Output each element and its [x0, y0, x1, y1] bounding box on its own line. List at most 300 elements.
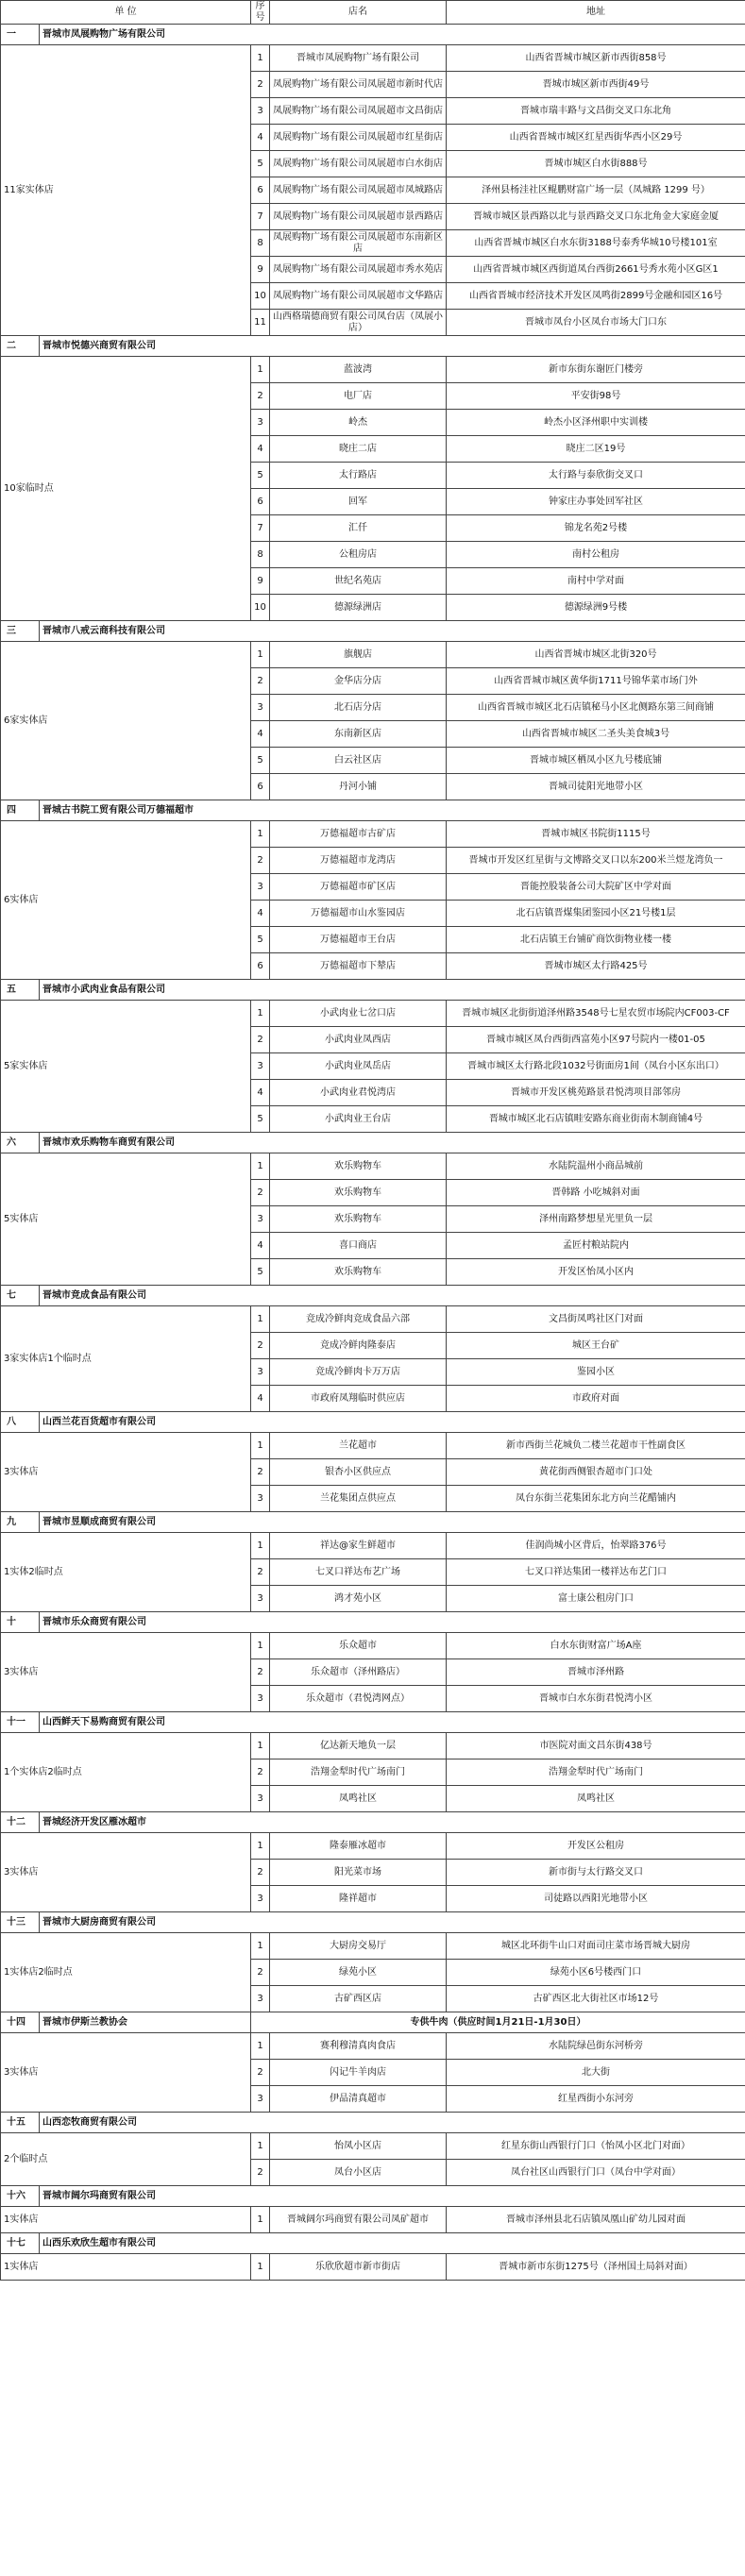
section-header-row — [1, 1912, 745, 1933]
store-address: 红星西街小东河旁 — [447, 2086, 745, 2113]
store-name: 世纪名苑店 — [270, 568, 447, 595]
store-address: 佳润尚城小区背后，怡翠路376号 — [447, 1533, 745, 1559]
store-address: 晋韩路 小吃城斜对面 — [447, 1180, 745, 1206]
store-address: 白水东街财富广场A座 — [447, 1633, 745, 1659]
section-header-row — [1, 800, 745, 821]
store-address: 晋城市白水东街君悦湾小区 — [447, 1686, 745, 1712]
section-company: 山西鲜天下易购商贸有限公司 — [40, 1712, 745, 1733]
section-company: 晋城市小武肉业食品有限公司 — [40, 980, 745, 1001]
section-company: 晋城市八戒云商科技有限公司 — [40, 621, 745, 642]
store-seq: 2 — [251, 1659, 270, 1686]
store-name: 回军 — [270, 489, 447, 515]
store-address: 岭杰小区泽州职中实训楼 — [447, 410, 745, 436]
store-seq: 5 — [251, 1106, 270, 1133]
store-address: 新市街与太行路交叉口 — [447, 1860, 745, 1886]
store-name: 欢乐购物车 — [270, 1259, 447, 1286]
store-name: 乐欣欣超市新市街店 — [270, 2254, 447, 2281]
store-seq: 5 — [251, 927, 270, 953]
store-address: 文昌街凤鸣社区门对面 — [447, 1306, 745, 1333]
store-seq: 8 — [251, 230, 270, 257]
store-address: 山西省晋城市城区黄华街1711号锦华菜市场门外 — [447, 668, 745, 695]
store-seq: 1 — [251, 45, 270, 72]
store-address: 鉴园小区 — [447, 1359, 745, 1386]
store-seq: 3 — [251, 1686, 270, 1712]
store-name: 万德福超市下辇店 — [270, 953, 447, 980]
store-name: 欢乐购物车 — [270, 1153, 447, 1180]
store-seq: 5 — [251, 151, 270, 177]
store-seq: 2 — [251, 668, 270, 695]
store-address: 山西省晋城市城区西街道凤台西街2661号秀水苑小区G区1 — [447, 257, 745, 283]
section-company: 晋城市大厨房商贸有限公司 — [40, 1912, 745, 1933]
store-seq: 3 — [251, 1206, 270, 1233]
store-address: 晋城市城区北石店镇畦安路东商业街南木制商铺4号 — [447, 1106, 745, 1133]
store-address: 晋城市泽州县北石店镇凤凰山矿幼儿园对面 — [447, 2207, 745, 2233]
store-seq: 2 — [251, 2160, 270, 2186]
store-address: 市医院对面文昌东街438号 — [447, 1733, 745, 1759]
store-address: 钟家庄办事处回军社区 — [447, 489, 745, 515]
unit-count: 2个临时点 — [1, 2133, 251, 2186]
section-number: 十二 — [1, 1812, 40, 1833]
unit-count: 10家临时点 — [1, 357, 251, 621]
store-name: 市政府凤翔临时供应店 — [270, 1386, 447, 1412]
store-address: 晋能控股装备公司大院矿区中学对面 — [447, 874, 745, 901]
store-address: 晋城市城区栖凤小区九号楼底铺 — [447, 748, 745, 774]
store-seq: 1 — [251, 1533, 270, 1559]
store-row — [1, 357, 745, 383]
store-address: 晋城市城区白水街888号 — [447, 151, 745, 177]
store-address: 红星东街山西银行门口（怡凤小区北门对面） — [447, 2133, 745, 2160]
store-seq: 1 — [251, 1833, 270, 1860]
store-seq: 2 — [251, 383, 270, 410]
store-address: 泽州县杨洼社区鲲鹏财富广场一层（凤城路 1299 号） — [447, 177, 745, 204]
store-row — [1, 1733, 745, 1759]
store-seq: 1 — [251, 1306, 270, 1333]
store-seq: 3 — [251, 1886, 270, 1912]
section-header-row — [1, 2012, 745, 2033]
store-name: 晋城阔尔玛商贸有限公司凤矿超市 — [270, 2207, 447, 2233]
section-company: 晋城古书院工贸有限公司万德福超市 — [40, 800, 745, 821]
section-header-row — [1, 980, 745, 1001]
section-number: 十一 — [1, 1712, 40, 1733]
store-name: 隆泰雁冰超市 — [270, 1833, 447, 1860]
store-name: 岭杰 — [270, 410, 447, 436]
store-address: 新市东街东谢匠门楼旁 — [447, 357, 745, 383]
section-header-row — [1, 2113, 745, 2133]
section-company: 晋城市凤展购物广场有限公司 — [40, 25, 745, 45]
store-address: 凤鸣社区 — [447, 1786, 745, 1812]
store-seq: 3 — [251, 874, 270, 901]
store-address: 山西省晋城市城区新市西街858号 — [447, 45, 745, 72]
store-name: 怡凤小区店 — [270, 2133, 447, 2160]
section-header-row — [1, 1812, 745, 1833]
store-name: 七叉口祥达布艺广场 — [270, 1559, 447, 1586]
store-name: 电厂店 — [270, 383, 447, 410]
section-header-row — [1, 1133, 745, 1153]
store-name: 赛利穆清真肉食店 — [270, 2033, 447, 2060]
store-address: 山西省晋城市城区白水东街3188号泰秀华城10号楼101室 — [447, 230, 745, 257]
store-name: 蓝波湾 — [270, 357, 447, 383]
store-name: 兰花集团点供应点 — [270, 1486, 447, 1512]
store-name: 绿苑小区 — [270, 1960, 447, 1986]
store-name: 大厨房交易厅 — [270, 1933, 447, 1960]
store-address: 晋城市城区太行路425号 — [447, 953, 745, 980]
section-number: 二 — [1, 336, 40, 357]
store-address: 晋城市泽州路 — [447, 1659, 745, 1686]
store-address: 晋城市城区景西路以北与景西路交叉口东北角金大家庭金厦 — [447, 204, 745, 230]
unit-count: 3家实体店1个临时点 — [1, 1306, 251, 1412]
store-seq: 3 — [251, 1053, 270, 1080]
store-name: 万德福超市龙湾店 — [270, 848, 447, 874]
store-seq: 3 — [251, 2086, 270, 2113]
store-seq: 1 — [251, 642, 270, 668]
store-row — [1, 1533, 745, 1559]
store-address: 开发区怡凤小区内 — [447, 1259, 745, 1286]
unit-count: 11家实体店 — [1, 45, 251, 336]
store-name: 旗舰店 — [270, 642, 447, 668]
unit-count: 1实体店2临时点 — [1, 1933, 251, 2012]
store-row — [1, 2033, 745, 2060]
store-address: 城区北环街牛山口对面司庄菜市场晋城大厨房 — [447, 1933, 745, 1960]
store-row — [1, 1433, 745, 1459]
store-address: 晋城市开发区红星街与文博路交叉口以东200米兰煜龙湾负一 — [447, 848, 745, 874]
unit-count: 1实体店 — [1, 2207, 251, 2233]
store-address: 平安街98号 — [447, 383, 745, 410]
section-header-row — [1, 2186, 745, 2207]
section-company: 晋城市乐众商贸有限公司 — [40, 1612, 745, 1633]
section-company: 晋城经济开发区雁冰超市 — [40, 1812, 745, 1833]
store-seq: 7 — [251, 204, 270, 230]
section-header-row — [1, 1712, 745, 1733]
store-name: 鸿才苑小区 — [270, 1586, 447, 1612]
store-address: 晋城市新市东街1275号（泽州国土局斜对面） — [447, 2254, 745, 2281]
store-row — [1, 1153, 745, 1180]
store-row — [1, 1933, 745, 1960]
store-name: 东南新区店 — [270, 721, 447, 748]
unit-count: 6家实体店 — [1, 642, 251, 800]
header-name: 店名 — [270, 1, 447, 25]
store-name: 银杏小区供应点 — [270, 1459, 447, 1486]
store-name: 太行路店 — [270, 463, 447, 489]
store-name: 凤鸣社区 — [270, 1786, 447, 1812]
unit-count: 3实体店 — [1, 1433, 251, 1512]
section-note: 专供牛肉（供应时间1月21日-1月30日） — [251, 2012, 745, 2033]
unit-count: 5家实体店 — [1, 1001, 251, 1133]
store-name: 乐众超市（泽州路店） — [270, 1659, 447, 1686]
store-seq: 10 — [251, 283, 270, 310]
store-name: 晋城市凤展购物广场有限公司 — [270, 45, 447, 72]
store-name: 凤展购物广场有限公司凤展超市新时代店 — [270, 72, 447, 98]
store-seq: 5 — [251, 1259, 270, 1286]
store-seq: 2 — [251, 1759, 270, 1786]
store-name: 公租房店 — [270, 542, 447, 568]
store-name: 竞成冷鲜肉竞成食品六部 — [270, 1306, 447, 1333]
store-seq: 1 — [251, 1153, 270, 1180]
store-seq: 6 — [251, 953, 270, 980]
section-header-row — [1, 2233, 745, 2254]
store-address: 德源绿洲9号楼 — [447, 595, 745, 621]
store-address: 富士康公租房门口 — [447, 1586, 745, 1612]
store-seq: 1 — [251, 1933, 270, 1960]
store-seq: 3 — [251, 410, 270, 436]
store-address: 开发区公租房 — [447, 1833, 745, 1860]
store-address: 孟匠村粮站院内 — [447, 1233, 745, 1259]
store-address: 司徒路以西阳光地带小区 — [447, 1886, 745, 1912]
store-name: 凤展购物广场有限公司凤展超市红星街店 — [270, 125, 447, 151]
store-name: 凤展购物广场有限公司凤展超市文昌街店 — [270, 98, 447, 125]
store-seq: 2 — [251, 1559, 270, 1586]
store-name: 闪记牛羊肉店 — [270, 2060, 447, 2086]
store-seq: 6 — [251, 177, 270, 204]
store-name: 汇仟 — [270, 515, 447, 542]
store-seq: 2 — [251, 848, 270, 874]
store-address: 凤台社区山西银行门口（凤台中学对面） — [447, 2160, 745, 2186]
header-row — [1, 1, 745, 25]
store-address: 晋城司徒阳光地带小区 — [447, 774, 745, 800]
unit-count: 1实体店 — [1, 2254, 251, 2281]
store-row — [1, 2207, 745, 2233]
section-header-row — [1, 1412, 745, 1433]
store-seq: 11 — [251, 310, 270, 336]
store-seq: 3 — [251, 98, 270, 125]
store-seq: 2 — [251, 1333, 270, 1359]
section-header-row — [1, 621, 745, 642]
store-address: 北石店镇晋煤集团鉴园小区21号楼1层 — [447, 901, 745, 927]
store-address: 晋城市凤台小区凤台市场大门口东 — [447, 310, 745, 336]
store-seq: 2 — [251, 1459, 270, 1486]
unit-count: 3实体店 — [1, 1633, 251, 1712]
section-company: 晋城市伊斯兰教协会 — [40, 2012, 251, 2033]
store-name: 小武肉业七岔口店 — [270, 1001, 447, 1027]
store-row — [1, 2133, 745, 2160]
header-addr: 地址 — [447, 1, 745, 25]
section-company: 山西恋牧商贸有限公司 — [40, 2113, 745, 2133]
table-body — [1, 25, 745, 2281]
store-name: 凤展购物广场有限公司凤展超市东南新区店 — [270, 230, 447, 257]
store-name: 万德福超市古矿店 — [270, 821, 447, 848]
store-name: 阳光菜市场 — [270, 1860, 447, 1886]
store-name: 小武肉业王台店 — [270, 1106, 447, 1133]
store-name: 德源绿洲店 — [270, 595, 447, 621]
store-seq: 1 — [251, 2207, 270, 2233]
store-address: 浩翔金犁时代广场南门 — [447, 1759, 745, 1786]
store-address: 水陆院绿邑街东河桥旁 — [447, 2033, 745, 2060]
section-header-row — [1, 1612, 745, 1633]
section-header-row — [1, 1286, 745, 1306]
section-company: 山西兰花百货超市有限公司 — [40, 1412, 745, 1433]
store-seq: 1 — [251, 1433, 270, 1459]
store-seq: 2 — [251, 2060, 270, 2086]
store-seq: 3 — [251, 1986, 270, 2012]
store-address: 晋城市城区北街街道泽州路3548号七星农贸市场院内CF003-CF — [447, 1001, 745, 1027]
header-unit: 单 位 — [1, 1, 251, 25]
store-name: 亿达新天地负一层 — [270, 1733, 447, 1759]
store-seq: 9 — [251, 257, 270, 283]
store-seq: 4 — [251, 1080, 270, 1106]
store-name: 凤展购物广场有限公司凤展超市景西路店 — [270, 204, 447, 230]
store-seq: 4 — [251, 901, 270, 927]
store-name: 晓庄二店 — [270, 436, 447, 463]
store-address: 泽州南路梦想星光里负一层 — [447, 1206, 745, 1233]
store-seq: 4 — [251, 721, 270, 748]
store-seq: 1 — [251, 2033, 270, 2060]
store-seq: 10 — [251, 595, 270, 621]
section-number: 十六 — [1, 2186, 40, 2207]
section-company: 晋城市昱顺成商贸有限公司 — [40, 1512, 745, 1533]
store-address: 古矿西区北大街社区市场12号 — [447, 1986, 745, 2012]
unit-count: 5实体店 — [1, 1153, 251, 1286]
store-name: 小武肉业君悦湾店 — [270, 1080, 447, 1106]
store-seq: 2 — [251, 1960, 270, 1986]
store-seq: 6 — [251, 774, 270, 800]
store-row — [1, 1306, 745, 1333]
store-name: 乐众超市 — [270, 1633, 447, 1659]
section-number: 十 — [1, 1612, 40, 1633]
store-seq: 1 — [251, 821, 270, 848]
store-address: 锦龙名苑2号楼 — [447, 515, 745, 542]
store-address: 七叉口祥达集团一楼祥达布艺门口 — [447, 1559, 745, 1586]
section-number: 一 — [1, 25, 40, 45]
store-address: 市政府对面 — [447, 1386, 745, 1412]
store-seq: 8 — [251, 542, 270, 568]
store-address: 晋城市城区太行路北段1032号街面房1间（凤台小区东出口） — [447, 1053, 745, 1080]
unit-count: 1个实体店2临时点 — [1, 1733, 251, 1812]
store-seq: 2 — [251, 1180, 270, 1206]
section-number: 十七 — [1, 2233, 40, 2254]
store-row — [1, 45, 745, 72]
store-address: 晋城市开发区桃苑路景君悦湾项目部邻房 — [447, 1080, 745, 1106]
store-address: 山西省晋城市城区北石店镇秘马小区北侧路东第三间商铺 — [447, 695, 745, 721]
store-seq: 3 — [251, 695, 270, 721]
section-number: 十五 — [1, 2113, 40, 2133]
store-seq: 3 — [251, 1486, 270, 1512]
section-number: 十四 — [1, 2012, 40, 2033]
store-name: 凤台小区店 — [270, 2160, 447, 2186]
store-name: 伊品清真超市 — [270, 2086, 447, 2113]
store-address: 南村公租房 — [447, 542, 745, 568]
unit-count: 6实体店 — [1, 821, 251, 980]
section-number: 九 — [1, 1512, 40, 1533]
store-name: 浩翔金犁时代广场南门 — [270, 1759, 447, 1786]
store-name: 欢乐购物车 — [270, 1180, 447, 1206]
store-name: 凤展购物广场有限公司凤展超市秀水苑店 — [270, 257, 447, 283]
store-name: 北石店分店 — [270, 695, 447, 721]
section-header-row — [1, 1512, 745, 1533]
store-address: 晋城市城区凤台西街西富苑小区97号院内一楼01-05 — [447, 1027, 745, 1053]
store-address: 凤台东街兰花集团东北方向兰花醋铺内 — [447, 1486, 745, 1512]
store-address: 水陆院温州小商品城前 — [447, 1153, 745, 1180]
store-address: 山西省晋城市城区红星西街华西小区29号 — [447, 125, 745, 151]
section-header-row — [1, 25, 745, 45]
store-address: 绿苑小区6号楼西门口 — [447, 1960, 745, 1986]
section-company: 晋城市欢乐购物车商贸有限公司 — [40, 1133, 745, 1153]
unit-count: 3实体店 — [1, 2033, 251, 2113]
store-seq: 4 — [251, 436, 270, 463]
store-address: 晋城市瑞丰路与文昌街交叉口东北角 — [447, 98, 745, 125]
section-number: 六 — [1, 1133, 40, 1153]
store-address: 北大街 — [447, 2060, 745, 2086]
store-name: 隆祥超市 — [270, 1886, 447, 1912]
section-number: 十三 — [1, 1912, 40, 1933]
store-seq: 1 — [251, 2133, 270, 2160]
store-address: 太行路与泰欣街交叉口 — [447, 463, 745, 489]
store-name: 乐众超市（君悦湾网点） — [270, 1686, 447, 1712]
store-address: 新市西街兰花城负二楼兰花超市干性副食区 — [447, 1433, 745, 1459]
store-name: 凤展购物广场有限公司凤展超市白水街店 — [270, 151, 447, 177]
store-seq: 5 — [251, 463, 270, 489]
store-address: 黄花街西侧银杏超市门口处 — [447, 1459, 745, 1486]
store-seq: 1 — [251, 1001, 270, 1027]
store-name: 金华店分店 — [270, 668, 447, 695]
store-name: 白云社区店 — [270, 748, 447, 774]
store-seq: 4 — [251, 1386, 270, 1412]
store-seq: 7 — [251, 515, 270, 542]
unit-count: 1实体2临时点 — [1, 1533, 251, 1612]
store-name: 万德福超市山水鉴园店 — [270, 901, 447, 927]
unit-count: 3实体店 — [1, 1833, 251, 1912]
store-address: 山西省晋城市城区二圣头美食城3号 — [447, 721, 745, 748]
store-name: 万德福超市王台店 — [270, 927, 447, 953]
store-name: 山西格瑞德商贸有限公司凤台店（凤展小店） — [270, 310, 447, 336]
store-name: 欢乐购物车 — [270, 1206, 447, 1233]
store-seq: 9 — [251, 568, 270, 595]
section-number: 七 — [1, 1286, 40, 1306]
store-name: 喜口商店 — [270, 1233, 447, 1259]
store-seq: 4 — [251, 1233, 270, 1259]
store-seq: 1 — [251, 2254, 270, 2281]
store-row — [1, 2254, 745, 2281]
store-name: 古矿西区店 — [270, 1986, 447, 2012]
store-name: 万德福超市矿区店 — [270, 874, 447, 901]
store-name: 小武肉业凤岳店 — [270, 1053, 447, 1080]
store-seq: 5 — [251, 748, 270, 774]
store-seq: 2 — [251, 72, 270, 98]
store-name: 兰花超市 — [270, 1433, 447, 1459]
section-header-row — [1, 336, 745, 357]
store-name: 竞成冷鲜肉卡万万店 — [270, 1359, 447, 1386]
store-row — [1, 1833, 745, 1860]
store-seq: 4 — [251, 125, 270, 151]
section-number: 五 — [1, 980, 40, 1001]
store-name: 凤展购物广场有限公司凤展超市凤城路店 — [270, 177, 447, 204]
section-company: 山西乐欢欣生超市有限公司 — [40, 2233, 745, 2254]
section-company: 晋城市阔尔玛商贸有限公司 — [40, 2186, 745, 2207]
store-address: 晓庄二区19号 — [447, 436, 745, 463]
section-company: 晋城市竞成食品有限公司 — [40, 1286, 745, 1306]
store-seq: 1 — [251, 1733, 270, 1759]
store-row — [1, 821, 745, 848]
section-number: 四 — [1, 800, 40, 821]
store-name: 小武肉业凤西店 — [270, 1027, 447, 1053]
store-name: 祥达@家生鲜超市 — [270, 1533, 447, 1559]
section-number: 八 — [1, 1412, 40, 1433]
store-address: 南村中学对面 — [447, 568, 745, 595]
store-name: 竞成冷鲜肉隆泰店 — [270, 1333, 447, 1359]
store-seq: 2 — [251, 1860, 270, 1886]
store-row — [1, 642, 745, 668]
store-row — [1, 1001, 745, 1027]
store-address: 晋城市城区书院街1115号 — [447, 821, 745, 848]
store-seq: 3 — [251, 1586, 270, 1612]
store-seq: 2 — [251, 1027, 270, 1053]
store-address: 山西省晋城市经济技术开发区凤鸣街2899号金融和园区16号 — [447, 283, 745, 310]
section-number: 三 — [1, 621, 40, 642]
store-address: 城区王台矿 — [447, 1333, 745, 1359]
store-address: 山西省晋城市城区北街320号 — [447, 642, 745, 668]
store-name: 凤展购物广场有限公司凤展超市文华路店 — [270, 283, 447, 310]
store-name: 丹河小铺 — [270, 774, 447, 800]
store-seq: 1 — [251, 357, 270, 383]
section-company: 晋城市悦德兴商贸有限公司 — [40, 336, 745, 357]
